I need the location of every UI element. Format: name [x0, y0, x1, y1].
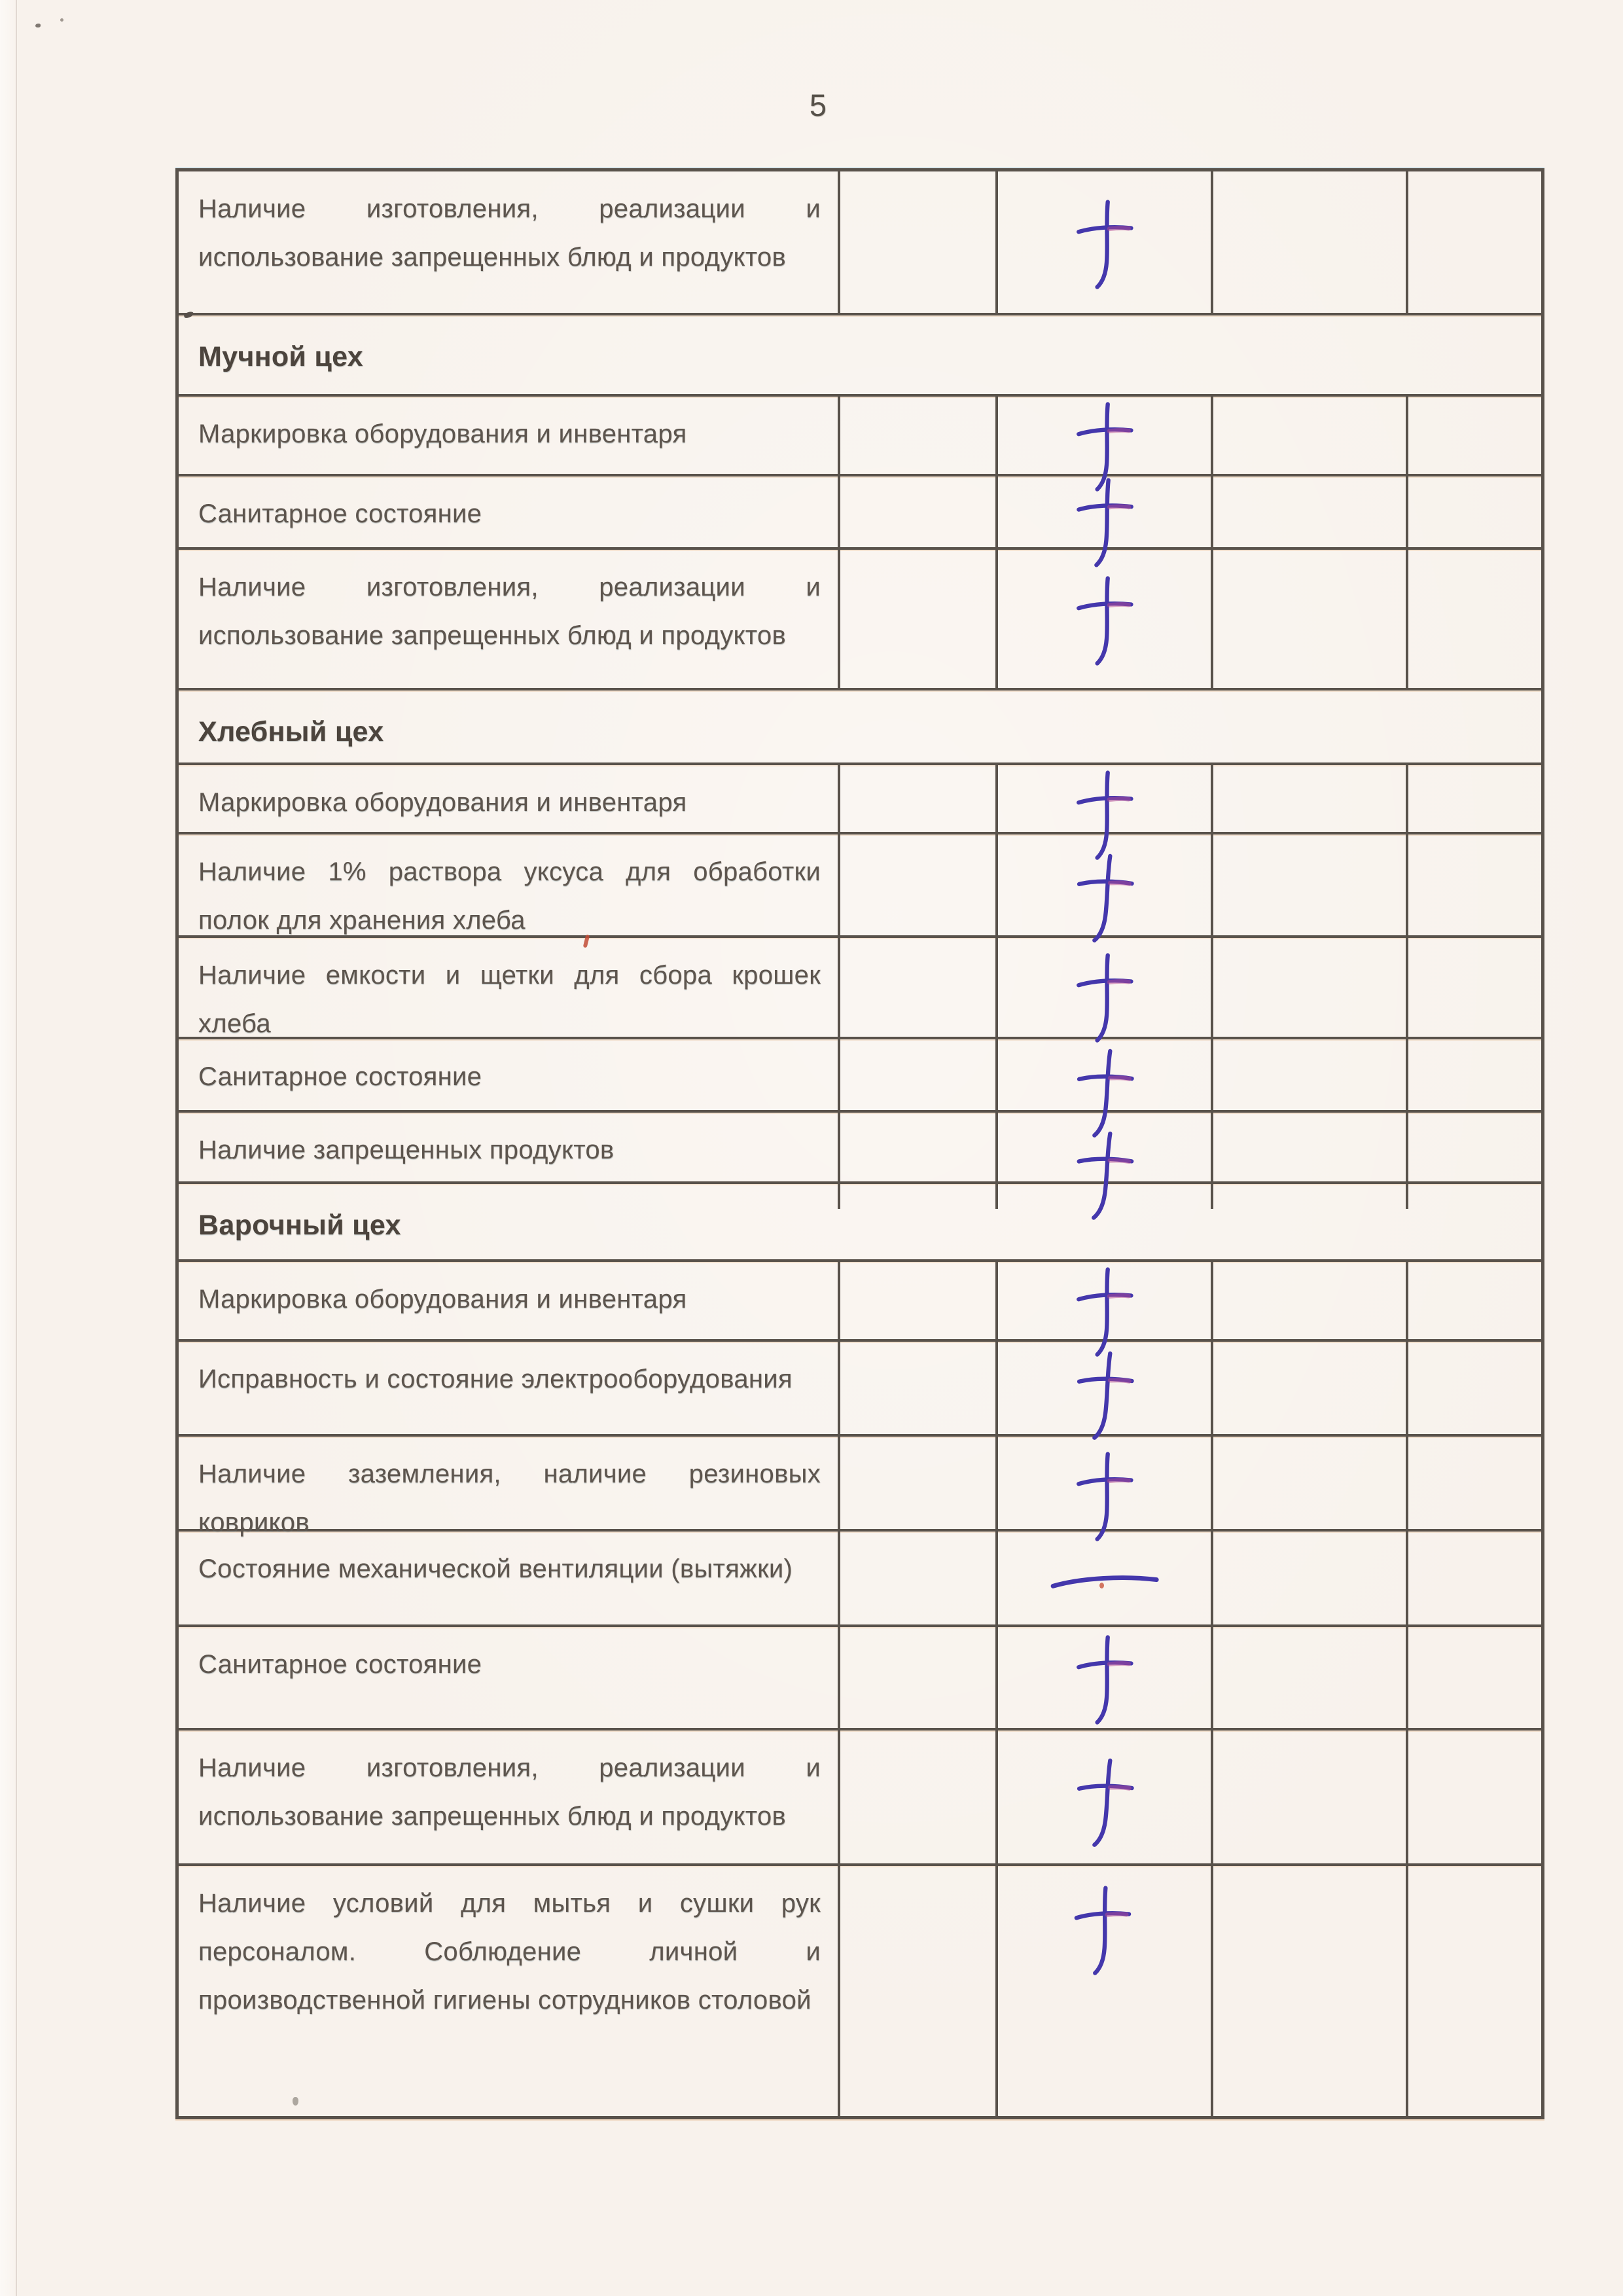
empty-cell	[1406, 550, 1541, 688]
empty-cell	[1211, 1532, 1406, 1624]
empty-cell	[1211, 1342, 1406, 1438]
result-mark-cell	[995, 1866, 1211, 2116]
empty-cell	[838, 834, 995, 950]
plus-mark-icon	[1071, 569, 1138, 668]
result-mark-cell	[995, 1627, 1211, 1728]
page-number: 5	[809, 88, 827, 122]
table-row	[179, 832, 1541, 935]
section-header-text: Варочный цех	[198, 1210, 401, 1241]
empty-cell	[838, 1342, 995, 1438]
plus-mark-icon	[1071, 1752, 1137, 1850]
empty-cell	[838, 171, 995, 313]
table-row	[179, 474, 1541, 547]
result-mark-cell	[995, 1532, 1211, 1624]
plus-mark-icon	[1071, 1628, 1138, 1727]
check-item-text: Маркировка оборудования и инвентаря	[198, 788, 687, 817]
result-mark-cell	[995, 938, 1211, 1053]
empty-cell	[838, 1731, 995, 1863]
check-item-text: Санитарное состояние	[198, 499, 482, 528]
empty-cell	[1406, 1532, 1541, 1624]
plus-mark-icon	[1071, 946, 1138, 1045]
result-mark-cell	[995, 171, 1211, 313]
check-item-cell	[179, 1342, 838, 1438]
check-item-cell	[179, 1532, 838, 1624]
empty-cell	[1211, 1627, 1406, 1728]
check-item-cell	[179, 834, 838, 950]
table-section-row	[179, 1181, 1541, 1259]
check-item-text: Маркировка оборудования и инвентаря	[198, 420, 687, 448]
section-header-text: Мучной цех	[198, 341, 364, 372]
table-row	[179, 1259, 1541, 1339]
dust-speck	[35, 24, 41, 27]
table-section-row	[179, 313, 1541, 394]
empty-cell	[838, 1627, 995, 1728]
result-mark-cell	[995, 550, 1211, 688]
check-item-cell	[179, 1866, 838, 2116]
empty-cell	[1406, 1627, 1541, 1728]
result-mark-cell	[995, 1342, 1211, 1438]
check-item-cell	[179, 938, 838, 1053]
table-row	[179, 1110, 1541, 1181]
check-item-text: Санитарное состояние	[198, 1650, 482, 1679]
table-row	[179, 1339, 1541, 1434]
check-item-cell	[179, 1731, 838, 1863]
section-header-cell	[179, 315, 1541, 394]
check-item-text: Наличие запрещенных продуктов	[198, 1136, 615, 1164]
check-item-text: Наличие изготовления, реализации и использование запрещенных блюд и продуктов	[198, 573, 821, 650]
check-item-text: Наличие условий для мытья и сушки рук персоналом. Соблюдение личной и производственной гигиены сотрудников столовой	[198, 1889, 821, 2015]
dust-speck	[60, 18, 63, 22]
plus-mark-icon	[1071, 1345, 1137, 1443]
empty-cell	[838, 1532, 995, 1624]
empty-cell	[1211, 1731, 1406, 1863]
plus-mark-icon	[1069, 1879, 1136, 1977]
empty-cell	[1406, 938, 1541, 1053]
check-item-cell	[179, 1627, 838, 1728]
check-item-text: Маркировка оборудования и инвентаря	[198, 1285, 687, 1314]
table-row	[179, 1728, 1541, 1863]
empty-cell	[1406, 834, 1541, 950]
empty-cell	[1211, 1866, 1406, 2116]
check-item-text: Наличие 1% раствора уксуса для обработки полок для хранения хлеба	[198, 857, 821, 935]
empty-cell	[1211, 171, 1406, 313]
plus-mark-icon	[1071, 847, 1137, 945]
table-row	[179, 171, 1541, 313]
paper-edge-line	[16, 0, 17, 2296]
empty-cell	[1406, 1342, 1541, 1438]
check-item-text: Наличие заземления, наличие резиновых ковриков	[198, 1460, 821, 1537]
empty-cell	[1406, 1731, 1541, 1863]
result-mark-cell	[995, 834, 1211, 950]
inspection-checklist-table	[175, 168, 1544, 2119]
empty-cell	[838, 938, 995, 1053]
table-row	[179, 547, 1541, 688]
empty-cell	[1406, 171, 1541, 313]
plus-mark-icon	[1071, 1445, 1138, 1543]
table-row	[179, 1529, 1541, 1624]
section-header-cell	[179, 691, 1541, 762]
section-header-cell	[179, 1184, 1541, 1259]
empty-cell	[1406, 1866, 1541, 2116]
empty-cell	[1211, 938, 1406, 1053]
check-item-text: Состояние механической вентиляции (вытяжки)	[198, 1554, 793, 1583]
table-row	[179, 762, 1541, 832]
empty-cell	[838, 550, 995, 688]
check-item-cell	[179, 550, 838, 688]
table-row	[179, 1037, 1541, 1110]
table-row	[179, 1434, 1541, 1537]
result-mark-cell	[995, 1731, 1211, 1863]
minus-mark-icon	[1046, 1566, 1163, 1594]
table-section-row	[179, 688, 1541, 762]
check-item-text: Наличие изготовления, реализации и использование запрещенных блюд и продуктов	[198, 1753, 821, 1831]
plus-mark-icon	[1071, 193, 1138, 291]
check-item-text: Наличие емкости и щетки для сбора крошек хлеба	[198, 961, 821, 1038]
table-row	[179, 935, 1541, 1037]
check-item-text: Наличие изготовления, реализации и использование запрещенных блюд и продуктов	[198, 194, 821, 272]
check-item-text: Исправность и состояние электрооборудования	[198, 1365, 793, 1393]
empty-cell	[1211, 550, 1406, 688]
table-row	[179, 394, 1541, 474]
empty-cell	[838, 1866, 995, 2116]
check-item-text: Санитарное состояние	[198, 1062, 482, 1091]
empty-cell	[1211, 834, 1406, 950]
section-header-text: Хлебный цех	[198, 716, 384, 747]
check-item-cell	[179, 171, 838, 313]
table-row	[179, 1863, 1541, 2116]
table-row	[179, 1624, 1541, 1728]
